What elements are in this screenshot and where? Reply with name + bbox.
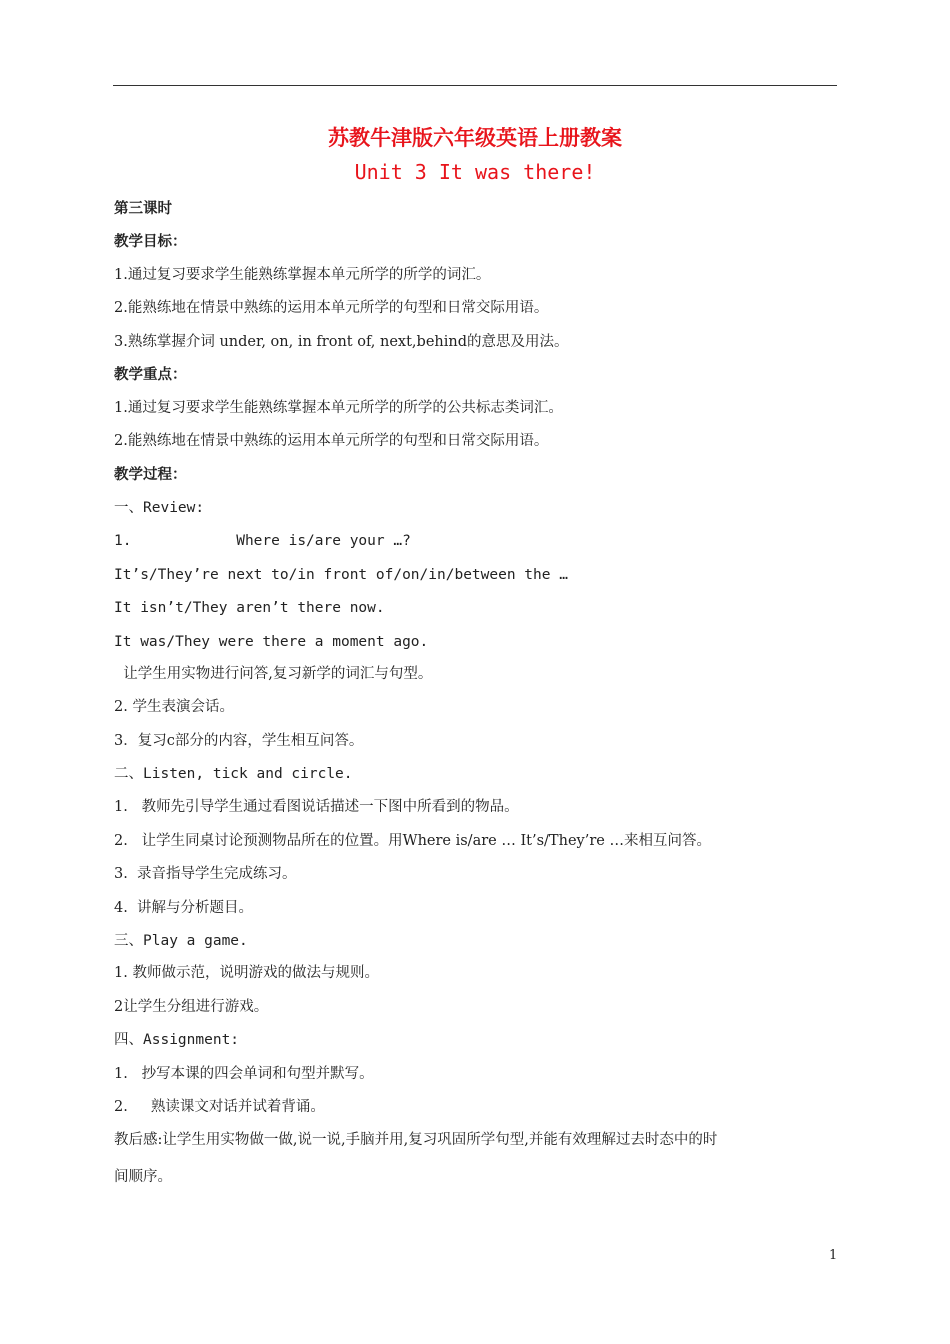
review-line: 3．复习c部分的内容，学生相互问答。 (114, 733, 364, 749)
key-point-item: 2.能熟练地在情景中熟练的运用本单元所学的句型和日常交际用语。 (114, 433, 549, 449)
step-heading-listen: 二、Listen, tick and circle. (114, 766, 353, 782)
section-heading-objectives: 教学目标： (114, 234, 187, 250)
document-title: 苏教牛津版六年级英语上册教案 (328, 126, 622, 150)
listen-item: 4. 讲解与分析题目。 (114, 900, 254, 916)
section-heading-key-points: 教学重点： (114, 367, 187, 383)
review-line: It isn’t/They aren’t there now. (114, 600, 385, 616)
step-heading-assignment: 四、Assignment: (114, 1032, 240, 1048)
review-line: 让学生用实物进行问答,复习新学的词汇与句型。 (114, 666, 433, 682)
objective-item: 2.能熟练地在情景中熟练的运用本单元所学的句型和日常交际用语。 (114, 300, 549, 316)
reflection-text: 教后感:让学生用实物做一做,说一说,手脑并用,复习巩固所学句型,并能有效理解过去时态中的时 (114, 1132, 718, 1148)
header-rule (113, 85, 837, 86)
listen-item: 3. 录音指导学生完成练习。 (114, 866, 297, 882)
reflection-text: 间顺序。 (114, 1169, 172, 1185)
game-item: 1. 教师做示范，说明游戏的做法与规则。 (114, 965, 379, 981)
step-heading-game: 三、Play a game. (114, 933, 248, 949)
review-line: 1. Where is/are your …? (114, 533, 411, 549)
assignment-item: 1. 抄写本课的四会单词和句型并默写。 (114, 1066, 374, 1082)
page-number: 1 (829, 1248, 838, 1263)
section-heading-process: 教学过程： (114, 467, 187, 483)
review-line: It was/They were there a moment ago. (114, 634, 429, 650)
key-point-item: 1.通过复习要求学生能熟练掌握本单元所学的所学的公共标志类词汇。 (114, 400, 563, 416)
objective-item: 3.熟练掌握介词 under, on, in front of, next,behind的意思及用法。 (114, 334, 569, 350)
assignment-item: 2. 熟读课文对话并试着背诵。 (114, 1099, 325, 1115)
objective-item: 1.通过复习要求学生能熟练掌握本单元所学的所学的词汇。 (114, 267, 491, 283)
review-line: It’s/They’re next to/in front of/on/in/between the … (114, 567, 568, 583)
listen-item: 2. 让学生同桌讨论预测物品所在的位置。用Where is/are … It’s/They’re …来相互问答。 (114, 833, 711, 849)
review-line: 2. 学生表演会话。 (114, 699, 234, 715)
listen-item: 1. 教师先引导学生通过看图说话描述一下图中所看到的物品。 (114, 799, 519, 815)
unit-title: Unit 3 It was there! (354, 160, 596, 184)
lesson-label: 第三课时 (114, 201, 172, 217)
step-heading-review: 一、Review: (114, 500, 205, 516)
game-item: 2让学生分组进行游戏。 (114, 999, 269, 1015)
